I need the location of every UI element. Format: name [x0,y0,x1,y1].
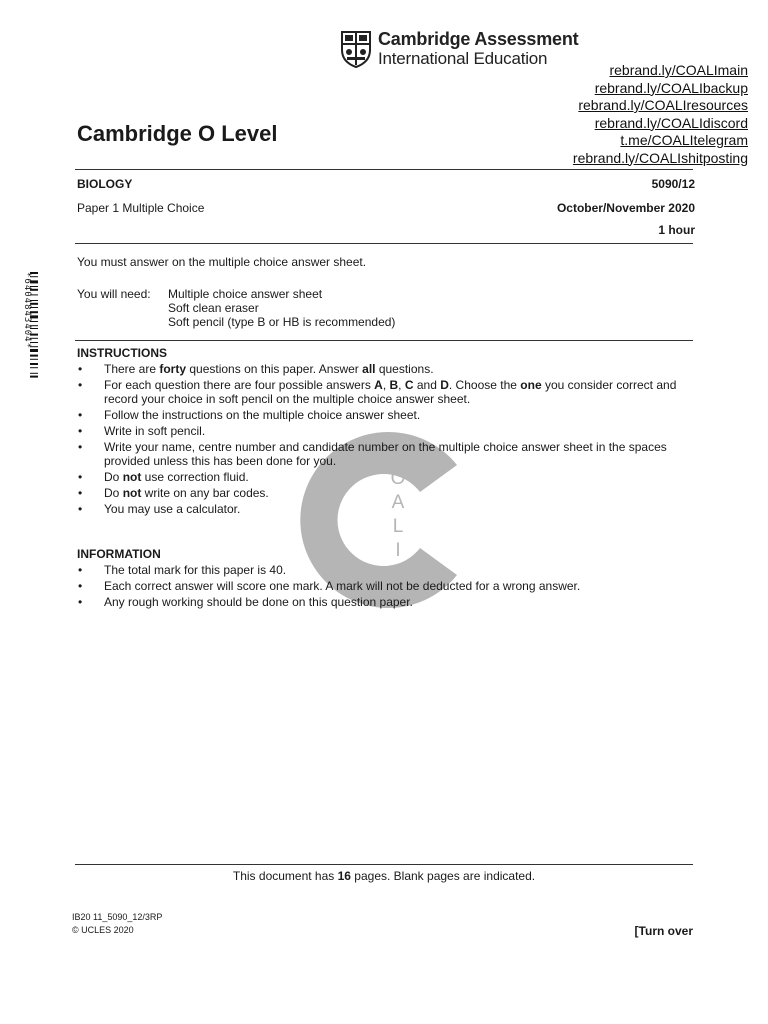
bullet-text: write on any bar codes. [141,486,269,500]
bullet-item [77,502,697,516]
barcode-bar [30,373,38,374]
watermark-letter: L [392,516,404,537]
bullet-text: For each question there are four possible answers [104,378,375,392]
bullet-icon: • [78,563,83,577]
need-item: Multiple choice answer sheet [168,287,323,301]
instructions-list [77,362,697,518]
ib-code: IB20 11_5090_12/3RP [72,912,163,922]
bullet-item [77,362,697,376]
bullet-text: use correction fluid. [141,470,249,484]
bullet-item [77,579,697,593]
bullet-icon: • [78,362,83,376]
instructions-heading: INSTRUCTIONS [77,346,167,360]
emphasis-text: forty [159,362,187,376]
link-telegram[interactable]: t.me/COALItelegram [620,132,748,148]
paper-name: Paper 1 Multiple Choice [77,201,205,215]
cambridge-logo [340,28,580,72]
bullet-item [77,470,697,484]
barcode-bar [30,363,38,365]
bullet-text: questions. [375,362,434,376]
information-list [77,563,697,611]
syllabus-code: 5090/12 [651,177,695,191]
bullet-icon: • [78,595,83,609]
bullet-icon: • [78,378,83,392]
exam-duration: 1 hour [658,223,695,237]
bullet-text: Do [104,470,123,484]
bullet-text: , [398,378,405,392]
bullet-text: There are [104,362,160,376]
copyright: © UCLES 2020 [72,925,134,935]
link-shitposting[interactable]: rebrand.ly/COALIshitposting [572,149,748,166]
bullet-text: questions on this paper. Answer [186,362,363,376]
bullet-text: you consider correct and record your choice in soft pencil on the multiple choice answer sheet. [104,378,677,406]
link-discord[interactable]: rebrand.ly/COALIdiscord [594,114,748,131]
page-count: 16 [337,869,351,883]
bullet-item [77,408,697,422]
need-list [168,287,395,329]
barcode-bar [30,367,38,368]
bullet-icon: • [78,440,83,454]
watermark-letter: A [391,492,405,513]
bullet-item [77,486,697,500]
answer-instruction: You must answer on the multiple choice answer sheet. [77,255,367,269]
bullet-text: Each correct answer will score one mark. A mark will not be deducted for a wrong answer. [104,579,581,593]
emphasis-text: A [374,378,383,392]
exam-session: October/November 2020 [556,201,695,215]
pages-note-text: This document has [232,869,338,883]
bullet-item [77,424,697,438]
link-backup[interactable]: rebrand.ly/COALIbackup [594,79,748,96]
emphasis-text: not [122,470,142,484]
logo-line-2: International Education [378,49,548,68]
divider-footer [75,864,693,865]
pages-note [0,869,768,883]
emphasis-text: B [389,378,399,392]
bullet-icon: • [78,408,83,422]
bullet-icon: • [78,502,83,516]
bullet-text: . Choose the [448,378,521,392]
watermark-letter: I [395,540,401,561]
watermark-letter: O [390,468,406,489]
bullet-icon: • [78,579,83,593]
emphasis-text: D [440,378,449,392]
bullet-text: Follow the instructions on the multiple choice answer sheet. [104,408,421,422]
bullet-text: Any rough working should be done on this question paper. [104,595,413,609]
logo-line-1: Cambridge Assessment [378,29,579,49]
barcode-bar [30,355,38,357]
bullet-item [77,563,697,577]
barcode-bar [30,376,38,378]
divider-top [75,169,693,170]
bullet-icon: • [78,424,83,438]
pages-note-text: pages. Blank pages are indicated. [350,869,536,883]
turn-over: [Turn over [634,924,693,938]
bullet-item [77,440,697,468]
bullet-text: , [382,378,390,392]
bullet-text: Write your name, centre number and candidate number on the multiple choice answer sheet in the spaces provided unless this has been done for you. [104,440,667,468]
link-resources[interactable]: rebrand.ly/COALIresources [578,97,748,113]
barcode-number: *6404843404* [22,272,32,350]
bullet-icon: • [78,470,83,484]
need-label: You will need: [77,287,151,301]
barcode-bar [30,349,38,352]
need-item: Soft clean eraser [168,301,259,315]
barcode-bar [30,359,38,360]
need-item: Soft pencil (type B or HB is recommended) [168,315,396,329]
page-title: Cambridge O Level [77,121,278,146]
bullet-text: and [413,378,441,392]
bullet-item [77,595,697,609]
emphasis-text: not [122,486,142,500]
link-list [573,62,748,167]
bullet-text: Do [104,486,123,500]
emphasis-text: one [520,378,542,392]
bullet-text: Write in soft pencil. [104,424,206,438]
emphasis-text: C [404,378,414,392]
information-heading: INFORMATION [77,547,161,561]
divider-instructions [75,340,693,341]
bullet-item [77,378,697,406]
link-main[interactable]: rebrand.ly/COALImain [609,62,748,78]
bullet-text: The total mark for this paper is 40. [104,563,287,577]
divider-mid [75,243,693,244]
bullet-text: You may use a calculator. [104,502,241,516]
subject-name: BIOLOGY [77,177,133,191]
bullet-icon: • [78,486,83,500]
emphasis-text: all [362,362,376,376]
cambridge-crest-icon [340,30,372,68]
